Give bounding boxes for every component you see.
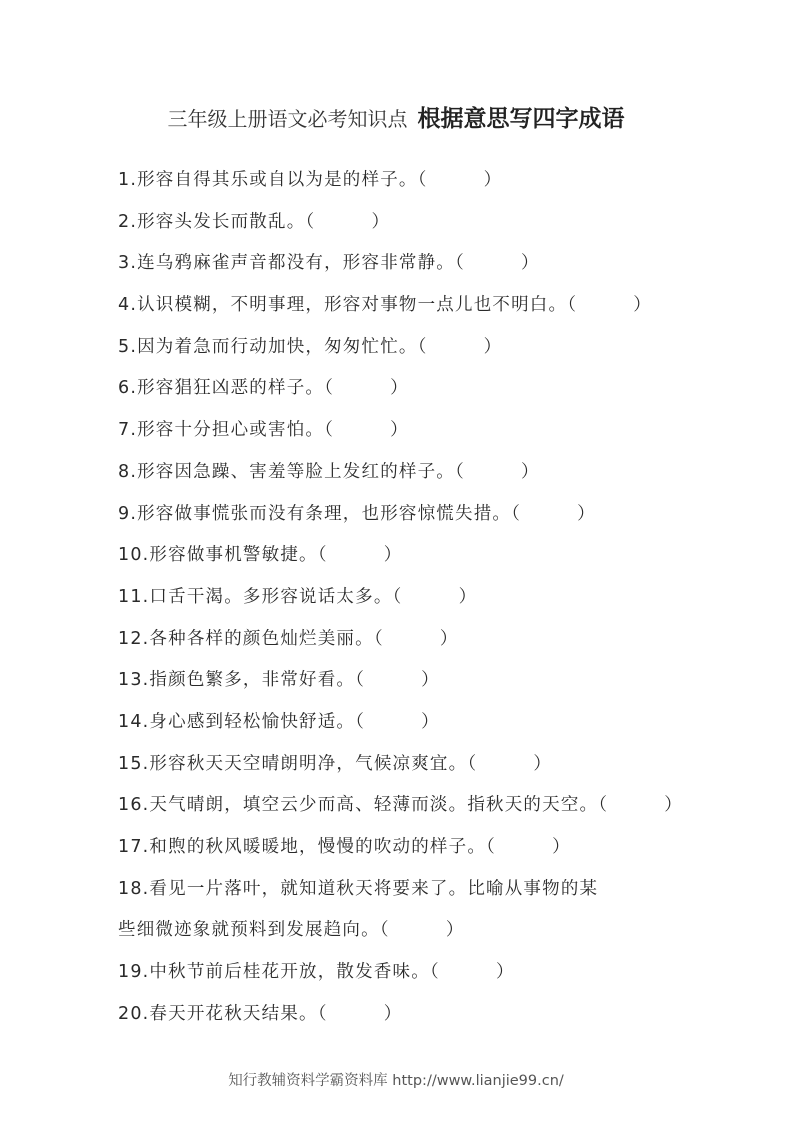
question-item: 19.中秋节前后桂花开放，散发香味。（ ） — [118, 962, 515, 983]
title-main: 根据意思写四字成语 — [417, 106, 625, 132]
question-item: 1.形容自得其乐或自以为是的样子。（ ） — [118, 170, 503, 190]
question-item: 4.认识模糊，不明事理，形容对事物一点儿也不明白。（ ） — [118, 295, 652, 316]
question-item: 3.连乌鸦麻雀声音都没有，形容非常静。（ ） — [118, 253, 540, 274]
question-item: 12.各种各样的颜色灿烂美丽。（ ） — [118, 628, 459, 649]
title-prefix: 三年级上册语文必考知识点 — [167, 107, 408, 131]
question-item: 7.形容十分担心或害怕。（ ） — [118, 420, 409, 441]
question-item: 17.和煦的秋风暖暖地，慢慢的吹动的样子。（ ） — [118, 837, 571, 857]
footer-source: 知行教辅资料学霸资料库 http://www.lianjie99.cn/ — [228, 1073, 564, 1089]
question-item-continuation: 些细微迹象就预料到发展趋向。（ ） — [118, 920, 465, 941]
question-item: 2.形容头发长而散乱。（ ） — [118, 211, 391, 232]
page-title — [0, 100, 792, 133]
question-item: 10.形容做事机警敏捷。（ ） — [118, 545, 403, 566]
question-list — [118, 160, 688, 1035]
question-item: 18.看见一片落叶，就知道秋天将要来了。比喻从事物的某 — [118, 878, 599, 899]
question-item: 11.口舌干渴。多形容说话太多。（ ） — [118, 586, 478, 607]
question-item: 9.形容做事慌张而没有条理，也形容惊慌失措。（ ） — [118, 503, 596, 524]
question-item: 6.形容猖狂凶恶的样子。（ ） — [118, 378, 409, 399]
question-item: 14.身心感到轻松愉快舒适。（ ） — [118, 711, 440, 732]
question-item: 20.春天开花秋天结果。（ ） — [118, 1003, 403, 1024]
question-item: 13.指颜色繁多，非常好看。（ ） — [118, 670, 440, 691]
question-item: 8.形容因急躁、害羞等脸上发红的样子。（ ） — [118, 461, 540, 482]
question-item: 5.因为着急而行动加快，匆匆忙忙。（ ） — [118, 336, 503, 357]
question-item: 16.天气晴朗，填空云少而高、轻薄而淡。指秋天的天空。（ ） — [118, 795, 683, 816]
question-item: 15.形容秋天天空晴朗明净，气候凉爽宜。（ ） — [118, 753, 553, 774]
